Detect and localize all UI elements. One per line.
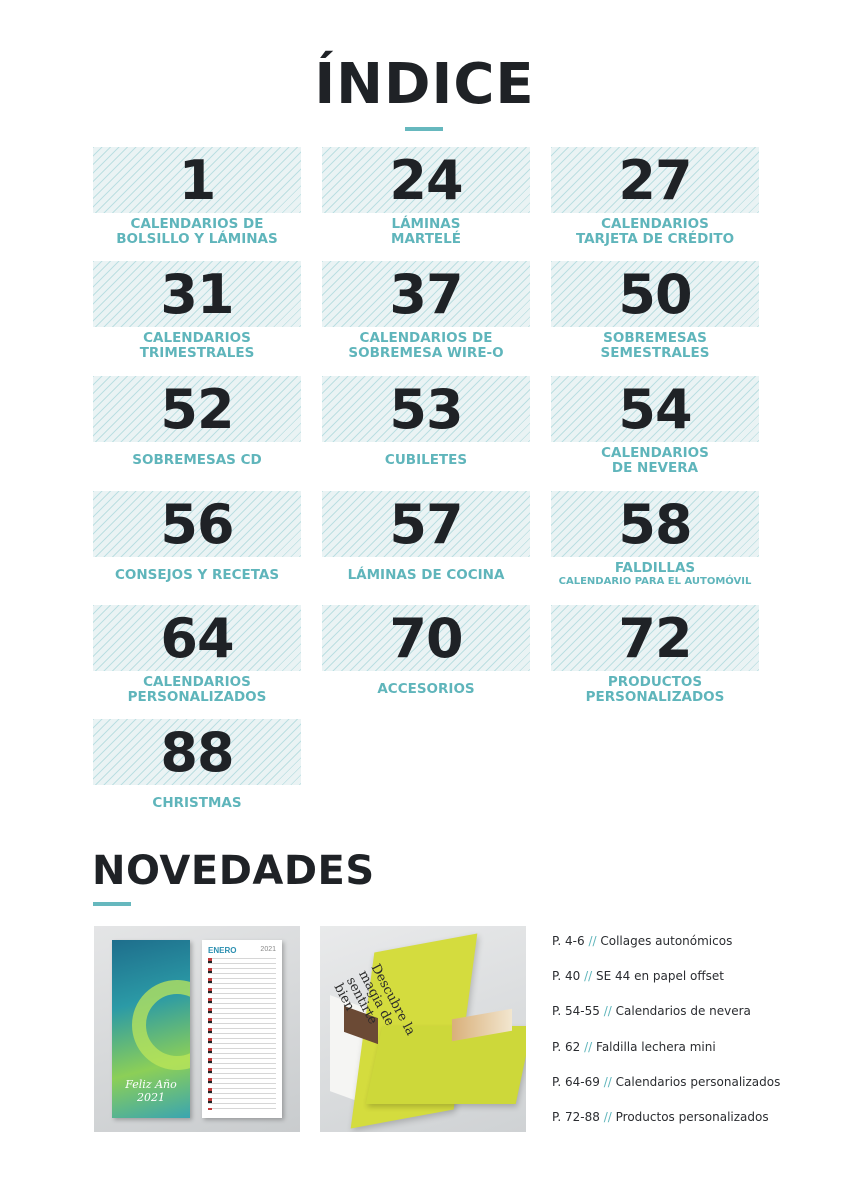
section-label: SOBREMESAS CD — [132, 452, 262, 468]
index-title-underline — [405, 127, 443, 131]
page-number: 72 — [618, 607, 692, 670]
index-grid — [93, 147, 759, 827]
calendar-month-sheet — [202, 940, 282, 1118]
page-number: 1 — [178, 149, 216, 212]
section-label: CHRISTMAS — [152, 795, 242, 811]
calendar-year: 2021 — [260, 946, 276, 953]
novedades-list — [552, 934, 842, 1145]
index-entry[interactable] — [551, 261, 759, 367]
section-label: PRODUCTOS PERSONALIZADOS — [585, 674, 725, 705]
index-entry[interactable] — [551, 605, 759, 711]
leaflet-product-photo — [320, 926, 526, 1132]
page-number: 54 — [618, 378, 692, 441]
novedad-item[interactable]: P. 54-55 // Calendarios de nevera — [552, 1004, 751, 1019]
page-number: 52 — [160, 378, 234, 441]
section-label: CALENDARIOS DE BOLSILLO Y LÁMINAS — [116, 216, 278, 247]
novedades-title: NOVEDADES — [92, 848, 375, 894]
day-markers — [208, 958, 212, 1110]
section-label: FALDILLAS CALENDARIO PARA EL AUTOMÓVIL — [558, 560, 752, 587]
calendar-cover — [112, 940, 190, 1118]
page-number: 50 — [618, 263, 692, 326]
cover-greeting: Feliz Año 2021 — [125, 1078, 177, 1104]
page-number: 64 — [160, 607, 234, 670]
index-entry[interactable] — [551, 491, 759, 597]
index-entry[interactable] — [93, 147, 301, 253]
day-rows — [208, 958, 276, 1110]
page-number: 57 — [389, 493, 463, 556]
index-entry[interactable] — [551, 147, 759, 253]
section-label: CALENDARIOS TRIMESTRALES — [139, 330, 255, 361]
page-number: 56 — [160, 493, 234, 556]
index-entry[interactable] — [93, 719, 301, 825]
decorative-ring — [132, 980, 190, 1070]
page-number: 58 — [618, 493, 692, 556]
section-label: CALENDARIOS TARJETA DE CRÉDITO — [575, 216, 735, 247]
page-number: 53 — [389, 378, 463, 441]
section-label: CONSEJOS Y RECETAS — [114, 567, 280, 583]
index-entry[interactable] — [93, 605, 301, 711]
page-number: 37 — [389, 263, 463, 326]
section-label: SOBREMESAS SEMESTRALES — [600, 330, 710, 361]
page-number: 70 — [389, 607, 463, 670]
index-title: ÍNDICE — [314, 52, 535, 117]
novedad-item[interactable]: P. 62 // Faldilla lechera mini — [552, 1039, 716, 1054]
novedad-item[interactable]: P. 40 // SE 44 en papel offset — [552, 969, 724, 984]
page-number: 88 — [160, 721, 234, 784]
page-number: 24 — [389, 149, 463, 212]
section-label: ACCESORIOS — [377, 681, 475, 697]
novedad-item[interactable]: P. 72-88 // Productos personalizados — [552, 1109, 769, 1124]
calendar-product-photo — [94, 926, 300, 1132]
section-label: LÁMINAS MARTELÉ — [391, 216, 461, 247]
index-entry[interactable] — [322, 261, 530, 367]
index-entry[interactable] — [322, 605, 530, 711]
novedad-item[interactable]: P. 64-69 // Calendarios personalizados — [552, 1074, 781, 1089]
section-label: LÁMINAS DE COCINA — [347, 567, 505, 583]
novedad-item[interactable]: P. 4-6 // Collages autonómicos — [552, 934, 733, 948]
index-entry[interactable] — [93, 261, 301, 367]
index-entry[interactable] — [93, 491, 301, 597]
index-entry[interactable] — [551, 376, 759, 482]
page-number: 31 — [160, 263, 234, 326]
index-entry[interactable] — [93, 376, 301, 482]
section-label: CALENDARIOS DE NEVERA — [601, 445, 709, 476]
novedades-title-underline — [93, 902, 131, 906]
section-label: CALENDARIOS PERSONALIZADOS — [127, 674, 267, 705]
page-number: 27 — [618, 149, 692, 212]
index-entry[interactable] — [322, 147, 530, 253]
month-name: ENERO — [208, 946, 237, 955]
leaflet-headline: Descubre la magia de sentirte bien — [330, 961, 418, 1039]
index-entry[interactable] — [322, 491, 530, 597]
section-label: CALENDARIOS DE SOBREMESA WIRE-O — [348, 330, 504, 361]
index-entry[interactable] — [322, 376, 530, 482]
section-label: CUBILETES — [384, 452, 468, 468]
